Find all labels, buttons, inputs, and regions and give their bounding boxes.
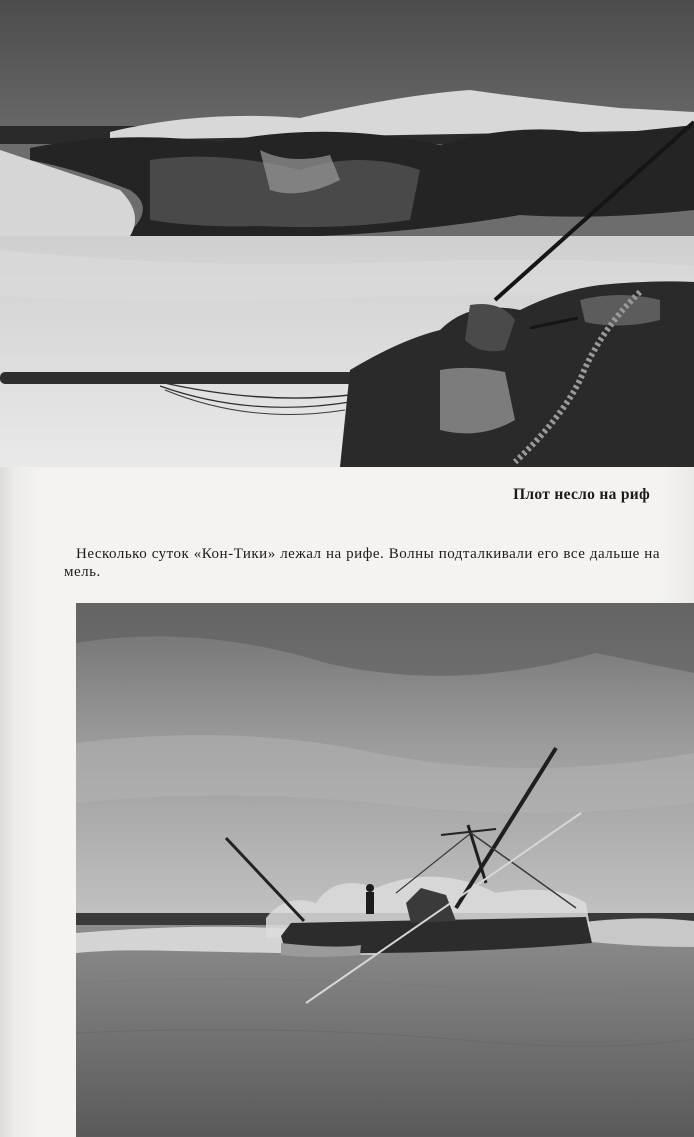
- top-photo-caption: Плот несло на риф: [513, 486, 650, 503]
- top-photograph: [0, 0, 694, 467]
- body-paragraph: Несколько суток «Кон-Тики» лежал на рифе. Волны подталкивали его все дальше на мель.: [64, 546, 660, 580]
- bottom-photograph: [76, 603, 694, 1137]
